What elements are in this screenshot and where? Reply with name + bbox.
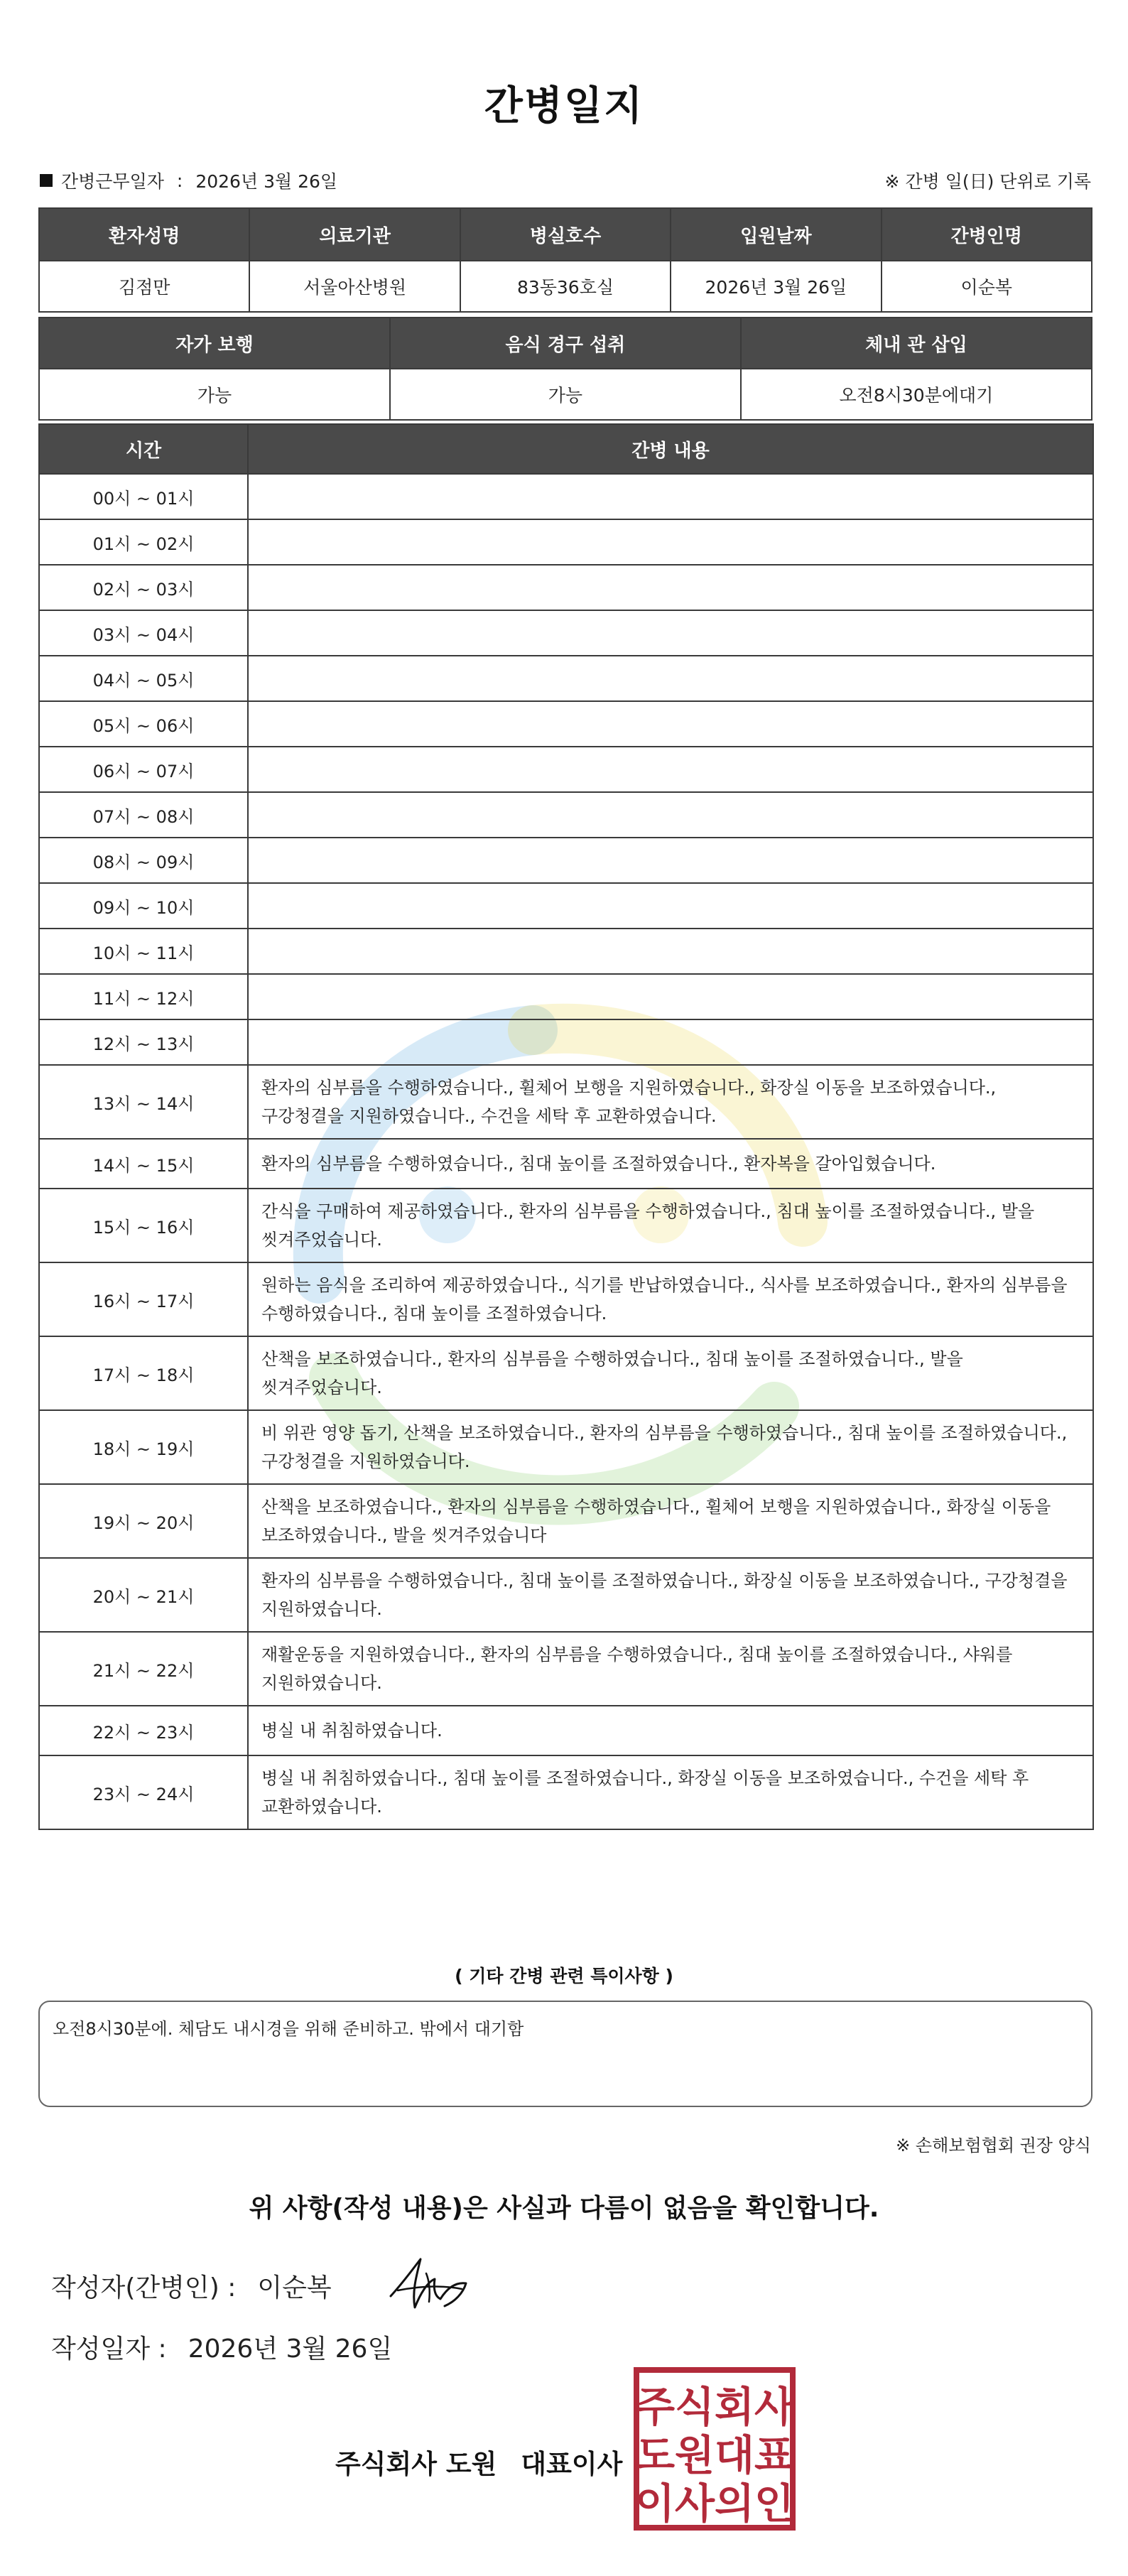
log-time: 18시 ~ 19시 [39, 1410, 248, 1484]
log-content [248, 883, 1093, 929]
meta-row [40, 168, 1091, 196]
log-time: 23시 ~ 24시 [39, 1755, 248, 1829]
log-content [248, 838, 1093, 883]
remarks-title: ( 기타 간병 관련 특이사항 ) [455, 1966, 673, 1986]
log-content [248, 974, 1093, 1019]
header-oral-intake: 음식 경구 섭취 [390, 318, 741, 369]
log-time: 20시 ~ 21시 [39, 1558, 248, 1632]
table-row [39, 1706, 1093, 1755]
company-line [335, 2442, 622, 2481]
log-time: 13시 ~ 14시 [39, 1065, 248, 1139]
table-row [39, 1558, 1093, 1632]
table-row [39, 1019, 1093, 1065]
header-admission-date: 입원날짜 [671, 208, 881, 261]
company-representative: 대표이사 [521, 2449, 623, 2479]
unit-note: ※ 간병 일(日) 단위로 기록 [884, 171, 1091, 192]
log-content [248, 747, 1093, 792]
log-time: 03시 ~ 04시 [39, 610, 248, 656]
status-header-row [39, 318, 1092, 369]
log-content [248, 701, 1093, 747]
table-row [39, 1336, 1093, 1410]
written-date-line [51, 2329, 392, 2365]
written-date-label: 작성일자 : [51, 2334, 167, 2364]
written-date-value: 2026년 3월 26일 [188, 2334, 393, 2364]
table-row [39, 838, 1093, 883]
care-log-header-row [39, 424, 1093, 474]
table-row [39, 701, 1093, 747]
patient-info-table [38, 207, 1092, 313]
table-row [39, 1632, 1093, 1706]
writer-label: 작성자(간병인) : [51, 2273, 237, 2302]
company-name: 주식회사 도원 [335, 2449, 497, 2479]
admission-date: 2026년 3월 26일 [671, 261, 881, 312]
log-content: 산책을 보조하였습니다., 환자의 심부름을 수행하였습니다., 휠체어 보행을 지원하였습니다., 화장실 이동을 보조하였습니다., 발을 씻겨주었습니다 [248, 1484, 1093, 1558]
log-content: 환자의 심부름을 수행하였습니다., 침대 높이를 조절하였습니다., 화장실 이동을 보조하였습니다., 구강청결을 지원하였습니다. [248, 1558, 1093, 1632]
patient-status-table [38, 317, 1092, 421]
header-room: 병실호수 [460, 208, 671, 261]
company-seal-icon [632, 2366, 797, 2532]
log-content: 환자의 심부름을 수행하였습니다., 휠체어 보행을 지원하였습니다., 화장실 이동을 보조하였습니다., 구강청결을 지원하였습니다., 수건을 세탁 후 교환하였습니다. [248, 1065, 1093, 1139]
form-source-note: ※ 손해보험협회 권장 양식 [896, 2136, 1091, 2155]
table-row [39, 974, 1093, 1019]
table-row [39, 1262, 1093, 1336]
seal-text-line: 주식회사 [634, 2383, 795, 2431]
oral-intake-value: 가능 [390, 369, 741, 420]
work-date-colon: : [176, 170, 183, 191]
log-time: 02시 ~ 03시 [39, 565, 248, 610]
table-row [39, 792, 1093, 838]
confirmation-statement: 위 사항(작성 내용)은 사실과 다름이 없음을 확인합니다. [249, 2194, 879, 2223]
work-date-value: 2026년 3월 26일 [195, 171, 338, 192]
log-time: 00시 ~ 01시 [39, 474, 248, 519]
log-time: 12시 ~ 13시 [39, 1019, 248, 1065]
log-time: 21시 ~ 22시 [39, 1632, 248, 1706]
log-content [248, 792, 1093, 838]
table-row [39, 1139, 1093, 1189]
table-row [39, 1755, 1093, 1829]
room-number: 83동36호실 [460, 261, 671, 312]
table-row [39, 1065, 1093, 1139]
log-time: 10시 ~ 11시 [39, 929, 248, 974]
table-row [39, 1410, 1093, 1484]
table-row [39, 929, 1093, 974]
header-hospital: 의료기관 [249, 208, 460, 261]
log-content [248, 565, 1093, 610]
hospital-name: 서울아산병원 [249, 261, 460, 312]
log-content [248, 610, 1093, 656]
log-content [248, 656, 1093, 701]
log-time: 22시 ~ 23시 [39, 1706, 248, 1755]
patient-info-value-row [39, 261, 1092, 312]
work-date-label: 간병근무일자 [61, 171, 164, 192]
log-time: 17시 ~ 18시 [39, 1336, 248, 1410]
log-content: 재활운동을 지원하였습니다., 환자의 심부름을 수행하였습니다., 침대 높이를 조절하였습니다., 샤워를 지원하였습니다. [248, 1632, 1093, 1706]
table-row [39, 519, 1093, 565]
log-content [248, 474, 1093, 519]
log-time: 09시 ~ 10시 [39, 883, 248, 929]
header-care-content: 간병 내용 [248, 424, 1093, 474]
writer-name: 이순복 [257, 2273, 332, 2302]
log-time: 15시 ~ 16시 [39, 1189, 248, 1262]
log-time: 07시 ~ 08시 [39, 792, 248, 838]
log-content [248, 519, 1093, 565]
log-time: 11시 ~ 12시 [39, 974, 248, 1019]
header-patient-name: 환자성명 [39, 208, 249, 261]
log-content: 비 위관 영양 돕기, 산책을 보조하였습니다., 환자의 심부름을 수행하였습니다., 침대 높이를 조절하였습니다., 구강청결을 지원하였습니다. [248, 1410, 1093, 1484]
caregiver-name: 이순복 [882, 261, 1092, 312]
log-time: 08시 ~ 09시 [39, 838, 248, 883]
table-row [39, 1484, 1093, 1558]
header-self-walking: 자가 보행 [39, 318, 390, 369]
log-content [248, 929, 1093, 974]
header-time: 시간 [39, 424, 248, 474]
writer-line [51, 2268, 332, 2304]
tube-insertion-value: 오전8시30분에대기 [741, 369, 1092, 420]
header-tube-insertion: 체내 관 삽입 [741, 318, 1092, 369]
signature-icon [384, 2252, 476, 2316]
table-row [39, 656, 1093, 701]
page-title: 간병일지 [484, 83, 644, 129]
log-time: 05시 ~ 06시 [39, 701, 248, 747]
patient-info-header-row [39, 208, 1092, 261]
square-bullet-icon [40, 174, 53, 187]
remarks-box: 오전8시30분에. 체담도 내시경을 위해 준비하고. 밖에서 대기함 [38, 2001, 1092, 2107]
seal-text-line: 이사의인 [634, 2479, 795, 2528]
self-walking-value: 가능 [39, 369, 390, 420]
table-row [39, 610, 1093, 656]
log-time: 19시 ~ 20시 [39, 1484, 248, 1558]
table-row [39, 565, 1093, 610]
log-time: 16시 ~ 17시 [39, 1262, 248, 1336]
log-content: 산책을 보조하였습니다., 환자의 심부름을 수행하였습니다., 침대 높이를 조절하였습니다., 발을 씻겨주었습니다. [248, 1336, 1093, 1410]
seal-text-line: 도원대표 [634, 2431, 795, 2479]
log-time: 06시 ~ 07시 [39, 747, 248, 792]
care-log-table [38, 423, 1094, 1830]
work-date-section [40, 168, 337, 193]
table-row [39, 1189, 1093, 1262]
log-content: 병실 내 취침하였습니다. [248, 1706, 1093, 1755]
log-content: 환자의 심부름을 수행하였습니다., 침대 높이를 조절하였습니다., 환자복을 갈아입혔습니다. [248, 1139, 1093, 1189]
table-row [39, 474, 1093, 519]
log-time: 14시 ~ 15시 [39, 1139, 248, 1189]
header-caregiver: 간병인명 [882, 208, 1092, 261]
log-content: 간식을 구매하여 제공하였습니다., 환자의 심부름을 수행하였습니다., 침대 높이를 조절하였습니다., 발을 씻겨주었습니다. [248, 1189, 1093, 1262]
status-value-row [39, 369, 1092, 420]
log-content: 병실 내 취침하였습니다., 침대 높이를 조절하였습니다., 화장실 이동을 보조하였습니다., 수건을 세탁 후 교환하였습니다. [248, 1755, 1093, 1829]
table-row [39, 883, 1093, 929]
log-content [248, 1019, 1093, 1065]
log-time: 01시 ~ 02시 [39, 519, 248, 565]
log-content: 원하는 음식을 조리하여 제공하였습니다., 식기를 반납하였습니다., 식사를 보조하였습니다., 환자의 심부름을 수행하였습니다., 침대 높이를 조절하였습니다. [248, 1262, 1093, 1336]
patient-name: 김점만 [39, 261, 249, 312]
table-row [39, 747, 1093, 792]
log-time: 04시 ~ 05시 [39, 656, 248, 701]
